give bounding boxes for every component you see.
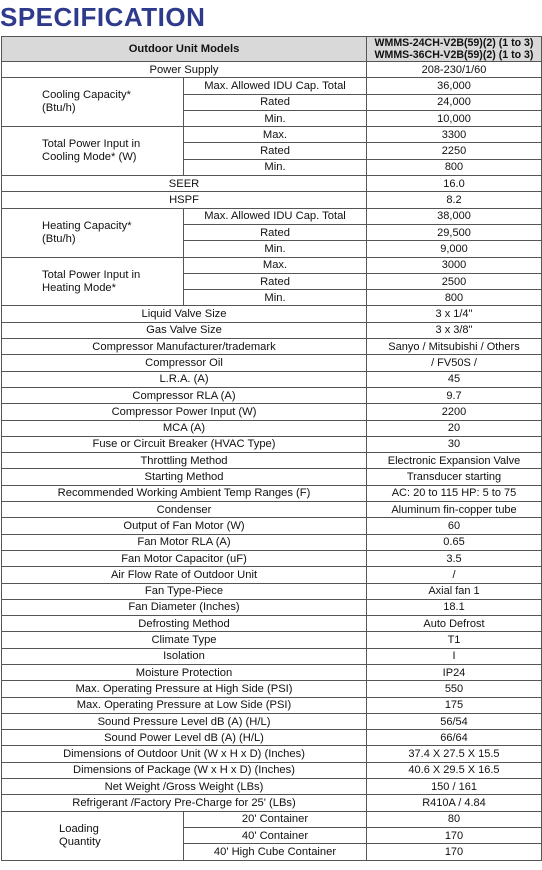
spec-sub-label: Min. — [184, 241, 367, 257]
table-row — [2, 339, 542, 355]
spec-value: 40.6 X 29.5 X 16.5 — [367, 762, 542, 778]
spec-group-label-line: Total Power Input in — [42, 268, 141, 281]
spec-sub-label: Min. — [184, 110, 367, 126]
specification-table-body — [2, 37, 542, 861]
spec-value: / FV50S / — [367, 355, 542, 371]
spec-group-label-line: (Btu/h) — [42, 232, 76, 245]
table-row — [2, 176, 542, 192]
spec-value: Auto Defrost — [367, 616, 542, 632]
table-row — [2, 599, 542, 615]
table-row — [2, 502, 542, 518]
spec-value: 170 — [367, 844, 542, 860]
page-title: SPECIFICATION — [0, 2, 206, 32]
spec-label: Compressor Manufacturer/trademark — [2, 339, 367, 355]
spec-value: 56/54 — [367, 713, 542, 729]
spec-sub-label: Max. Allowed IDU Cap. Total — [184, 78, 367, 94]
spec-value: 9,000 — [367, 241, 542, 257]
spec-value: R410A / 4.84 — [367, 795, 542, 811]
table-row — [2, 371, 542, 387]
spec-value: 30 — [367, 436, 542, 452]
table-row — [2, 404, 542, 420]
spec-label: Dimensions of Package (W x H x D) (Inches) — [2, 762, 367, 778]
spec-label: Climate Type — [2, 632, 367, 648]
spec-value: 29,500 — [367, 224, 542, 240]
table-row — [2, 664, 542, 680]
spec-label: Fan Motor RLA (A) — [2, 534, 367, 550]
spec-value: 10,000 — [367, 110, 542, 126]
table-row — [2, 78, 542, 94]
table-row — [2, 681, 542, 697]
spec-label: Max. Operating Pressure at Low Side (PSI) — [2, 697, 367, 713]
spec-group-label-line: (Btu/h) — [42, 102, 76, 115]
spec-sub-label: 40' Container — [184, 827, 367, 843]
table-row — [2, 208, 542, 224]
spec-group-label-line: Total Power Input in — [42, 138, 141, 151]
spec-label: Recommended Working Ambient Temp Ranges (F) — [2, 485, 367, 501]
spec-value: 0.65 — [367, 534, 542, 550]
spec-group-label-line: Heating Capacity* — [42, 219, 132, 232]
spec-label: Compressor Power Input (W) — [2, 404, 367, 420]
spec-value: 66/64 — [367, 730, 542, 746]
table-row — [2, 485, 542, 501]
spec-group-label — [2, 208, 184, 257]
spec-value: 38,000 — [367, 208, 542, 224]
spec-value: 2500 — [367, 273, 542, 289]
spec-value: 36,000 — [367, 78, 542, 94]
spec-label: Throttling Method — [2, 453, 367, 469]
table-row — [2, 632, 542, 648]
table-row — [2, 127, 542, 143]
spec-value: 550 — [367, 681, 542, 697]
spec-value: / — [367, 567, 542, 583]
table-row — [2, 616, 542, 632]
table-row — [2, 469, 542, 485]
spec-label: Moisture Protection — [2, 664, 367, 680]
table-row — [2, 795, 542, 811]
spec-sub-label: 40' High Cube Container — [184, 844, 367, 860]
spec-label: Liquid Valve Size — [2, 306, 367, 322]
spec-label: Fan Type-Piece — [2, 583, 367, 599]
spec-value: 800 — [367, 159, 542, 175]
spec-value: 2200 — [367, 404, 542, 420]
spec-sub-label: Rated — [184, 143, 367, 159]
spec-sub-label: Rated — [184, 94, 367, 110]
spec-label: Max. Operating Pressure at High Side (PSI) — [2, 681, 367, 697]
spec-label: Air Flow Rate of Outdoor Unit — [2, 567, 367, 583]
spec-value: 9.7 — [367, 387, 542, 403]
spec-label: Compressor RLA (A) — [2, 387, 367, 403]
spec-label: Fuse or Circuit Breaker (HVAC Type) — [2, 436, 367, 452]
spec-value: I — [367, 648, 542, 664]
spec-value: 16.0 — [367, 176, 542, 192]
spec-group-label-line: Heating Mode* — [42, 281, 117, 294]
spec-value: 2250 — [367, 143, 542, 159]
model-name: WMMS-36CH-V2B(59)(2) (1 to 3) — [374, 49, 534, 61]
spec-label: Defrosting Method — [2, 616, 367, 632]
spec-label: L.R.A. (A) — [2, 371, 367, 387]
spec-label: Starting Method — [2, 469, 367, 485]
spec-value: 24,000 — [367, 94, 542, 110]
spec-group-label-line: Cooling Capacity* — [42, 89, 131, 102]
spec-sub-label: 20' Container — [184, 811, 367, 827]
spec-sub-label: Max. — [184, 127, 367, 143]
spec-label: Refrigerant /Factory Pre-Charge for 25' (LBs) — [2, 795, 367, 811]
spec-value: 37.4 X 27.5 X 15.5 — [367, 746, 542, 762]
table-row — [2, 534, 542, 550]
spec-label: Fan Motor Capacitor (uF) — [2, 550, 367, 566]
spec-value: IP24 — [367, 664, 542, 680]
spec-value: 208-230/1/60 — [367, 62, 542, 78]
spec-label: Compressor Oil — [2, 355, 367, 371]
spec-label: Fan Diameter (Inches) — [2, 599, 367, 615]
spec-value: AC: 20 to 115 HP: 5 to 75 — [367, 485, 542, 501]
spec-value: T1 — [367, 632, 542, 648]
specification-table — [1, 36, 542, 861]
table-row — [2, 762, 542, 778]
spec-sub-label: Min. — [184, 159, 367, 175]
spec-label: HSPF — [2, 192, 367, 208]
spec-value: 20 — [367, 420, 542, 436]
spec-value: 8.2 — [367, 192, 542, 208]
header-models — [367, 37, 542, 62]
spec-sub-label: Rated — [184, 224, 367, 240]
spec-label: Sound Power Level dB (A) (H/L) — [2, 730, 367, 746]
spec-label: Net Weight /Gross Weight (LBs) — [2, 779, 367, 795]
spec-label: Condenser — [2, 502, 367, 518]
spec-label: Isolation — [2, 648, 367, 664]
spec-value: Aluminum fin-copper tube — [367, 502, 542, 518]
spec-group-label-line: Loading — [59, 822, 99, 835]
spec-label: Dimensions of Outdoor Unit (W x H x D) (Inches) — [2, 746, 367, 762]
spec-label: SEER — [2, 176, 367, 192]
spec-value: 80 — [367, 811, 542, 827]
spec-value: 800 — [367, 290, 542, 306]
spec-value: 3.5 — [367, 550, 542, 566]
spec-value: 3 x 3/8" — [367, 322, 542, 338]
spec-sub-label: Max. — [184, 257, 367, 273]
table-row — [2, 453, 542, 469]
spec-sub-label: Max. Allowed IDU Cap. Total — [184, 208, 367, 224]
table-row — [2, 420, 542, 436]
spec-group-label-line: Quantity — [59, 835, 101, 848]
spec-label: Gas Valve Size — [2, 322, 367, 338]
spec-value: 3300 — [367, 127, 542, 143]
spec-label: Output of Fan Motor (W) — [2, 518, 367, 534]
table-row — [2, 697, 542, 713]
spec-value: 3000 — [367, 257, 542, 273]
spec-value: Sanyo / Mitsubishi / Others — [367, 339, 542, 355]
spec-group-label — [2, 127, 184, 176]
table-row — [2, 730, 542, 746]
table-row — [2, 62, 542, 78]
spec-value: Electronic Expansion Valve — [367, 453, 542, 469]
spec-group-label — [2, 257, 184, 306]
model-name: WMMS-24CH-V2B(59)(2) (1 to 3) — [374, 37, 534, 49]
table-row — [2, 518, 542, 534]
spec-value: 60 — [367, 518, 542, 534]
table-row — [2, 567, 542, 583]
spec-sub-label: Rated — [184, 273, 367, 289]
table-row — [2, 550, 542, 566]
spec-value: 175 — [367, 697, 542, 713]
spec-group-label — [2, 78, 184, 127]
spec-value: 150 / 161 — [367, 779, 542, 795]
spec-group-label-line: Cooling Mode* (W) — [42, 151, 137, 164]
table-row — [2, 746, 542, 762]
table-row — [2, 779, 542, 795]
spec-label: Sound Pressure Level dB (A) (H/L) — [2, 713, 367, 729]
spec-value: 45 — [367, 371, 542, 387]
table-row — [2, 583, 542, 599]
table-row — [2, 257, 542, 273]
spec-value: 18.1 — [367, 599, 542, 615]
spec-group-label — [2, 811, 184, 860]
table-row — [2, 811, 542, 827]
spec-value: 3 x 1/4" — [367, 306, 542, 322]
table-row — [2, 387, 542, 403]
table-row — [2, 355, 542, 371]
spec-value: Axial fan 1 — [367, 583, 542, 599]
spec-value: Transducer starting — [367, 469, 542, 485]
spec-label: Power Supply — [2, 62, 367, 78]
table-header-row — [2, 37, 542, 62]
table-row — [2, 192, 542, 208]
table-row — [2, 436, 542, 452]
table-row — [2, 306, 542, 322]
table-row — [2, 322, 542, 338]
table-row — [2, 713, 542, 729]
spec-sub-label: Min. — [184, 290, 367, 306]
table-row — [2, 648, 542, 664]
spec-value: 170 — [367, 827, 542, 843]
header-label: Outdoor Unit Models — [2, 37, 367, 62]
spec-label: MCA (A) — [2, 420, 367, 436]
